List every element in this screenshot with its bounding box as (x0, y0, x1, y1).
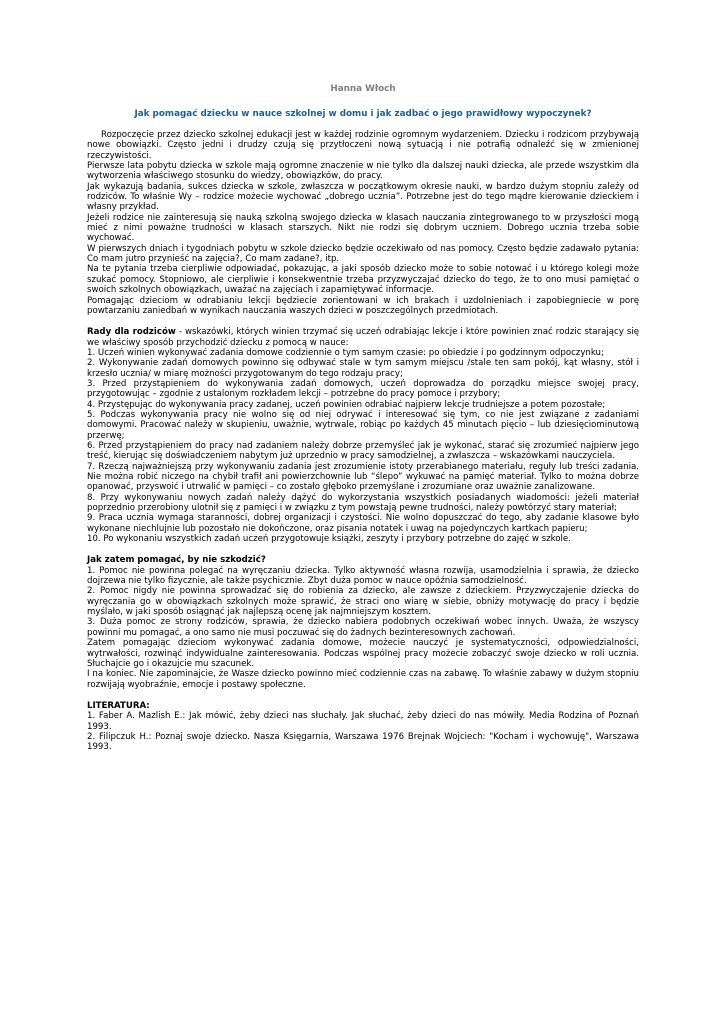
literature-item: 2. Filipczuk H.: Poznaj swoje dziecko. Nasza Księgarnia, Warszawa 1976 Brejnak Wojciech: "Kocham i wychowuję", Warszawa 1993. (87, 731, 639, 753)
tips-item: 10. Po wykonaniu wszystkich zadań uczeń przygotowuje książki, zeszyty i przybory potrzebne do zajęć w szkole. (87, 534, 571, 545)
tips-item: 7. Rzeczą najważniejszą przy wykonywaniu zadania jest zrozumienie istoty przerabianego materiału, reguły lub treści zadania. Nie można robić niczego na chybił trafił ani powierzchownie lub “ślepo” wykuwać na pamięć materiał. Tylko to można dobrze opanować, przyswoić i utrwalić w pamięci – co zostało głęboko przemyślane i zrozumiane oraz uważnie zanalizowane. (87, 461, 639, 493)
tips-item: 4. Przystępując do wykonywania pracy zadanej, uczeń powinien odrabiać najpierw lekcje trudniejsze a potem pozostałe; (87, 399, 606, 410)
intro-paragraph: Jak wykazują badania, sukces dziecka w szkole, zwłaszcza w początkowym okresie nauki, w bardzo dużym stopniu zależy od rodziców. To właśnie Wy – rodzice możecie wychować „dobrego ucznia”. Potrzebne jest do tego mądre kierowanie dzieckiem i własny przykład. (87, 181, 639, 213)
literature-heading-text: LITERATURA: (87, 700, 150, 711)
section-gap (87, 316, 639, 327)
tips-heading: Rady dla rodziców (87, 327, 176, 338)
tips-item: 1. Uczeń winien wykonywać zadania domowe codziennie o tym samym czasie: po obiedzie i po godzinnym odpoczynku; (87, 347, 604, 358)
help-heading-text: Jak zatem pomagać, by nie szkodzić? (87, 555, 266, 566)
tips-item: 6. Przed przystąpieniem do pracy nad zadaniem należy dobrze przemyśleć jak je wykonać, starać się zrozumieć najpierw jego treść, kierując się doświadczeniem nabytym już uprzednio w pracy samodzielnej, a zwłaszcza – wskazówkami nauczyciela. (87, 440, 639, 462)
document-page (87, 84, 639, 753)
intro-paragraph: Pomagając dzieciom w odrabianiu lekcji będziecie zorientowani w ich brakach i uzdolnieniach i zapobiegniecie w porę powtarzaniu zaniedbań w wynikach nauczania waszych dzieci w poszczególnych przedmiotach. (87, 295, 639, 316)
section-gap (87, 544, 639, 555)
help-item: 2. Pomoc nigdy nie powinna sprowadzać się do robienia za dziecko, ale zawsze z dzieckiem. Przyzwyczajenie dziecka do wyręczania go w obowiązkach szkolnych może sprawić, że straci ono wiarę w siebie, obniży motywację do pracy i będzie myślało, w jaki sposób osiągnąć jak najlepszą ocenę jak najmniejszym kosztem. (87, 586, 639, 618)
tips-lead: - wskazówki, których winien trzymać się uczeń odrabiając lekcje i które powinien znać rodzic starający się we właściwy sposób przychodzić dziecku z pomocą w nauce: (87, 327, 640, 348)
tips-item: 5. Podczas wykonywania pracy nie wolno się od niej odrywać i interesować się tym, co nie jest związane z zadaniami domowymi. Pracować należy w skupieniu, uważnie, wytrwale, robiąc po każdych 45 minutach pięcio – lub dziesięciominutową przerwę; (87, 409, 639, 441)
tips-item: 8. Przy wykonywaniu nowych zadań należy dążyć do wykorzystania wszystkich posiadanych wiadomości: jeżeli materiał poprzednio przerobiony ulotnił się z pamięci i w związku z tym powstają pewne trudności, należy powtórzyć stary materiał; (87, 492, 639, 514)
document-title: Jak pomagać dziecku w nauce szkolnej w domu i jak zadbać o jego prawidłowy wypoczynek? (134, 109, 592, 119)
help-item: I na koniec. Nie zapominajcie, że Wasze dziecko powinno mieć codziennie czas na zabawę. To właśnie zabawy w dużym stopniu rozwijają wyobraźnie, emocje i postawy społeczne. (87, 669, 639, 690)
tips-intro (87, 327, 639, 348)
intro-paragraph: Na te pytania trzeba cierpliwie odpowiadać, pokazując, a jaki sposób dziecko może to sobie notować i u którego kolegi może szukać pomocy. Stopniowo, ale cierpliwie i konsekwentnie trzeba przyzwyczajać dziecko do tego, że to ono musi pamiętać o swoich szkolnych obowiązkach, uważać na zajęciach i zapamiętywać informacje. (87, 264, 639, 296)
help-item: Zatem pomagając dzieciom wykonywać zadania domowe, możecie nauczyć je systematyczności, odpowiedzialności, wytrwałości, rozwinąć indywidualne zainteresowania. Podczas wspólnej pracy możecie zobaczyć swoje dziecko w roli ucznia. Słuchajcie go i okazujcie mu szacunek. (87, 638, 639, 669)
tips-item: 9. Praca ucznia wymaga staranności, dobrej organizacji i czystości. Nie wolno dopuszczać do tego, aby zadanie klasowe było wykonane niechlujnie lub pozostało nie dokończone, oraz pisania notatek i uwag na pojedynczych kartkach papieru; (87, 513, 639, 534)
literature-item: 1. Faber A. Mazlish E.: Jak mówić, żeby dzieci nas słuchały. Jak słuchać, żeby dzieci do nas mówiły. Media Rodzina of Poznań 1993. (87, 711, 639, 732)
help-heading (87, 555, 639, 565)
tips-item: 2. Wykonywanie zadań domowych powinno się odbywać stale w tym samym miejscu /stale ten sam pokój, kąt własny, stół i krzesło ucznia/ w miarę możności przygotowanym do tego rodzaju pracy; (87, 358, 639, 379)
intro-paragraph: Pierwsze lata pobytu dziecka w szkole mają ogromne znaczenie w nie tylko dla dalszej nauki dziecka, ale przede wszystkim dla wytworzenia właściwego stosunku do wiedzy, obowiązków, do pracy. (87, 161, 639, 182)
section-gap (87, 690, 639, 701)
intro-paragraph: Jeżeli rodzice nie zainteresują się nauką szkolną swojego dziecka w klasach nauczania zintegrowanego to w przyszłości mogą mieć z nimi poważne trudności w klasach starszych. Nikt nie rodzi się dobrym uczniem. Dobrego ucznia trzeba sobie wychować. (87, 212, 639, 244)
author-name: Hanna Włoch (330, 84, 396, 94)
intro-paragraph: W pierwszych dniach i tygodniach pobytu w szkole dziecko będzie oczekiwało od nas pomocy. Często będzie zadawało pytania: Co mam jutro przynieść na zajęcia?, Co mam zadane?, itp. (87, 243, 639, 265)
intro-paragraph: Rozpoczęcie przez dziecko szkolnej edukacji jest w każdej rodzinie ogromnym wydarzeniem. Dziecku i rodzicom przybywają nowe obowiązki. Często jedni i drudzy czują się przytłoczeni nową sytuacją i nie potrafią odnaleźć się w zmienionej rzeczywistości. (87, 130, 639, 161)
help-item: 1. Pomoc nie powinna polegać na wyręczaniu dziecka. Tylko aktywność własna rozwija, usamodzielnia i sprawia, że dziecko dojrzewa nie tylko fizycznie, ale także psychicznie. Zbyt duża pomoc w nauce opóźnia samodzielność. (87, 565, 639, 587)
help-item: 3. Duża pomoc ze strony rodziców, sprawia, że dziecko nabiera podobnych oczekiwań wobec innych. Uważa, że wszyscy powinni mu pomagać, a ono samo nie musi poczuwać się do żadnych bezinteresownych zachowań. (87, 617, 639, 638)
literature-heading (87, 701, 639, 711)
tips-item: 3. Przed przystąpieniem do wykonywania zadań domowych, uczeń doprowadza do porządku miejsce swojej pracy, przygotowując – zgodnie z ustalonym rozkładem lekcji – potrzebne do pracy pomoce i przybory; (87, 378, 639, 400)
